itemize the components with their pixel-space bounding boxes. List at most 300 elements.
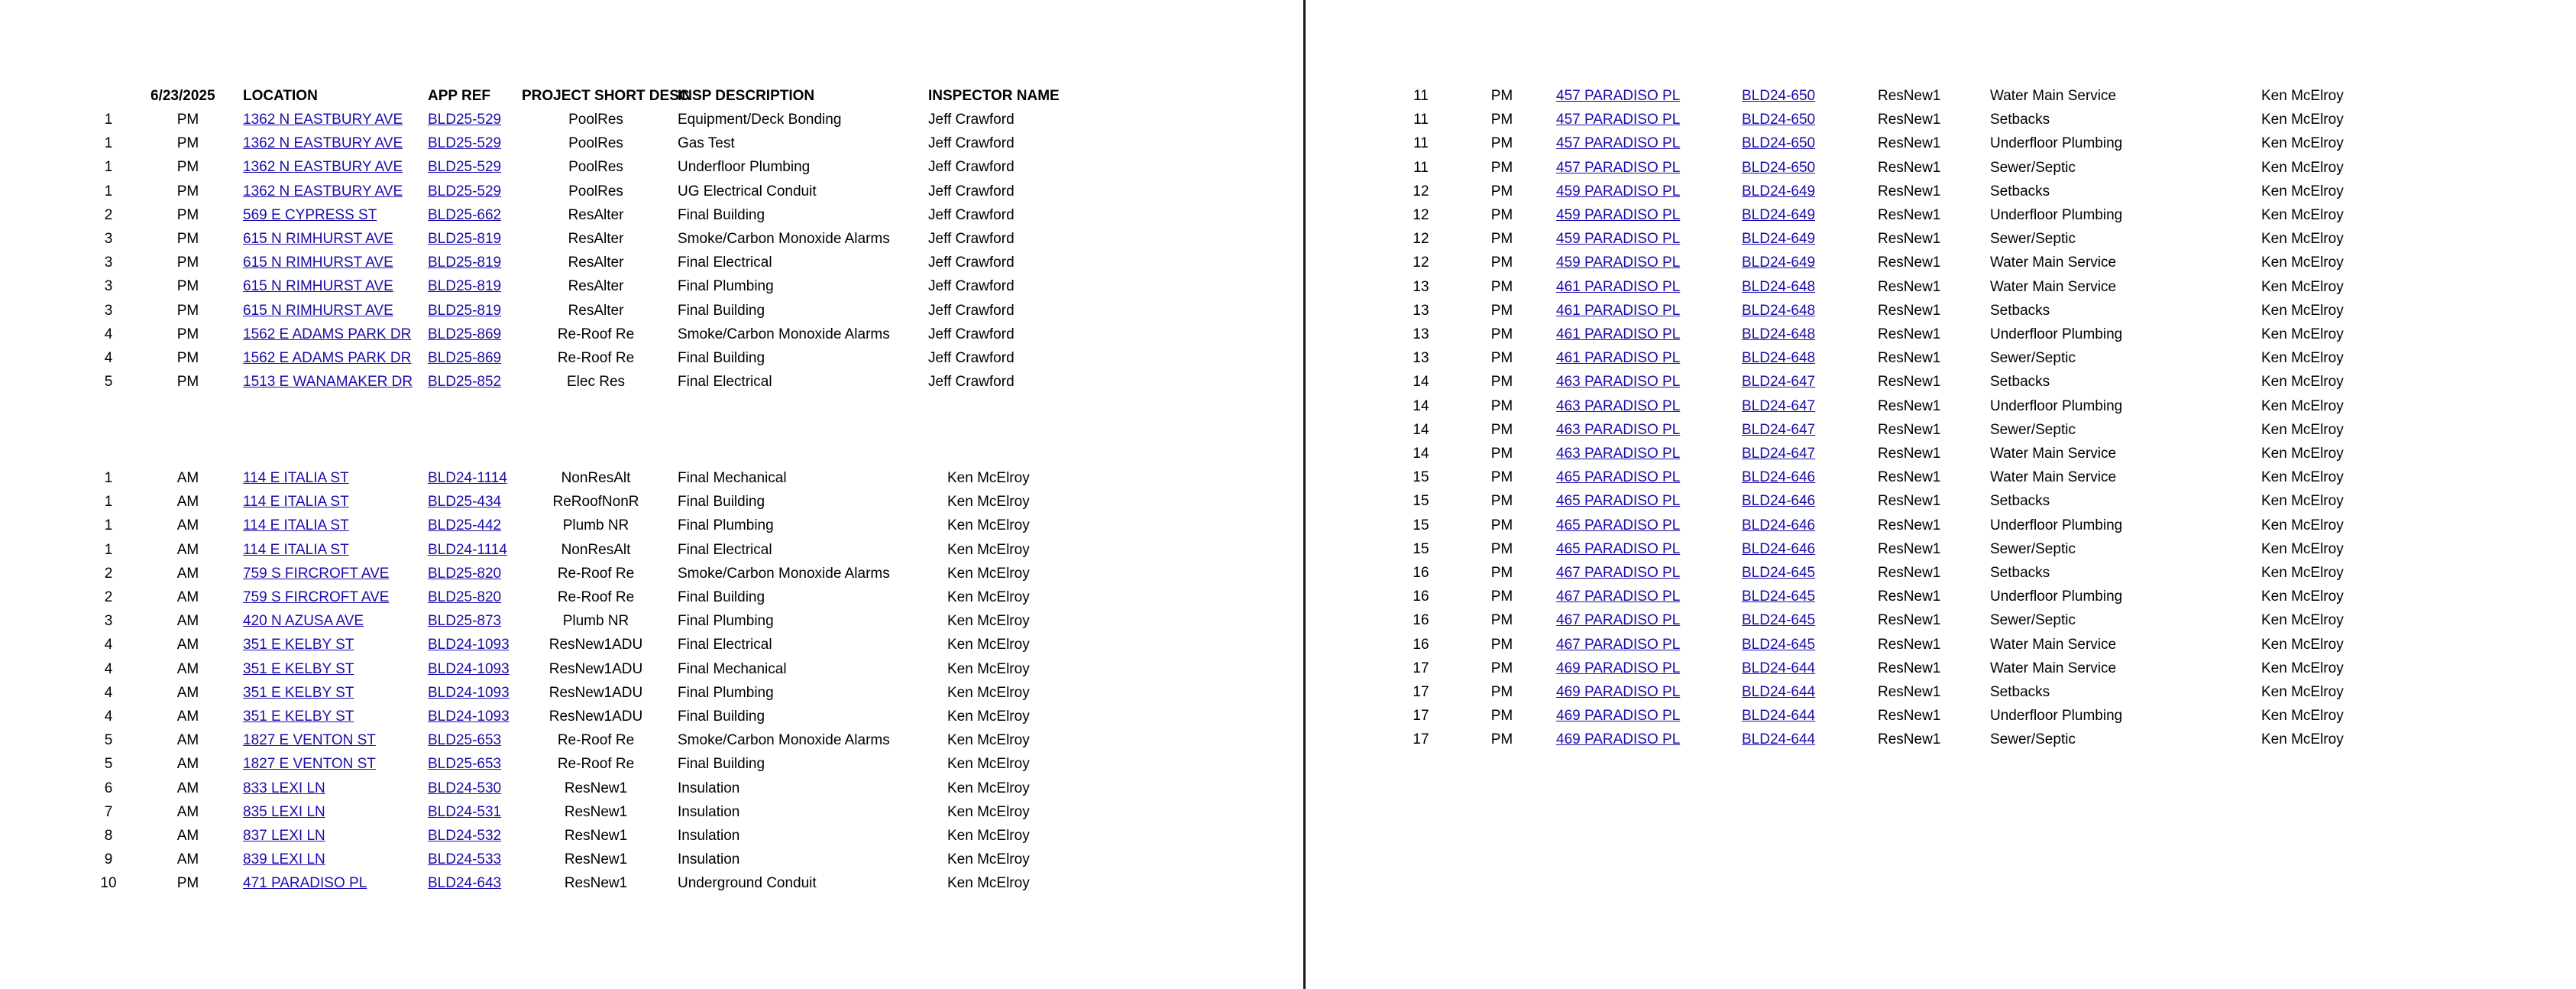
row-number: 1 [104, 159, 113, 176]
insp-description: Water Main Service [1990, 469, 2117, 486]
project-short-desc: ResNew1 [1878, 255, 1941, 271]
insp-description: Water Main Service [1990, 278, 2117, 295]
project-short-desc: ResNew1 [1878, 469, 1941, 486]
app-ref-link[interactable]: BLD25-819 [428, 255, 502, 271]
insp-description: Underfloor Plumbing [1990, 135, 2123, 152]
app-ref-link[interactable]: BLD25-869 [428, 326, 502, 342]
location-link[interactable]: 1827 E VENTON ST [243, 756, 376, 773]
project-short-desc: Re-Roof Re [557, 756, 635, 773]
app-ref-link[interactable]: BLD24-650 [1742, 159, 1816, 176]
app-ref-link[interactable]: BLD25-434 [428, 494, 502, 511]
project-short-desc: PoolRes [568, 159, 623, 176]
app-ref-link[interactable]: BLD24-650 [1742, 135, 1816, 152]
app-ref-link[interactable]: BLD24-645 [1742, 589, 1816, 605]
insp-description: Final Building [678, 756, 765, 773]
insp-description: Sewer/Septic [1990, 231, 2076, 248]
location-link[interactable]: 351 E KELBY ST [243, 709, 354, 725]
insp-description: Final Mechanical [678, 470, 787, 486]
project-short-desc: PoolRes [568, 135, 623, 152]
row-number: 5 [104, 732, 113, 749]
app-ref-link[interactable]: BLD25-869 [428, 350, 502, 366]
insp-description: Smoke/Carbon Monoxide Alarms [678, 565, 890, 582]
time-cell: AM [176, 684, 199, 701]
app-ref-link[interactable]: BLD25-819 [428, 278, 502, 295]
time-cell: PM [1490, 231, 1513, 248]
app-ref-link[interactable]: BLD25-820 [428, 565, 502, 582]
location-link[interactable]: 1513 E WANAMAKER DR [243, 374, 413, 391]
location-link[interactable]: 615 N RIMHURST AVE [243, 302, 393, 319]
location-link[interactable]: 351 E KELBY ST [243, 637, 354, 653]
time-cell: PM [176, 255, 199, 271]
time-cell: PM [1490, 112, 1513, 128]
inspector-name: Ken McElroy [947, 756, 1030, 773]
insp-description: Gas Test [678, 135, 735, 152]
project-short-desc: ResNew1 [1878, 231, 1941, 248]
inspector-name: Jeff Crawford [928, 255, 1015, 271]
row-number: 1 [104, 494, 113, 511]
insp-description: Final Building [678, 709, 765, 725]
app-ref-link[interactable]: BLD25-529 [428, 159, 502, 176]
project-short-desc: ResNew1 [1878, 446, 1941, 462]
time-cell: PM [1490, 565, 1513, 581]
location-link[interactable]: 457 PARADISO PL [1556, 112, 1681, 128]
app-ref-link[interactable]: BLD24-649 [1742, 207, 1816, 223]
app-ref-link[interactable]: BLD24-647 [1742, 397, 1816, 414]
location-link[interactable]: 467 PARADISO PL [1556, 565, 1681, 581]
insp-description: Underfloor Plumbing [1990, 708, 2123, 725]
app-ref-link[interactable]: BLD25-529 [428, 183, 502, 199]
time-cell: PM [1490, 374, 1513, 391]
location-link[interactable]: 465 PARADISO PL [1556, 540, 1681, 557]
app-ref-link[interactable]: BLD24-1093 [428, 660, 510, 677]
project-short-desc: ResNew1ADU [549, 684, 643, 701]
time-cell: AM [176, 494, 199, 511]
app-ref-link[interactable]: BLD24-1114 [428, 470, 507, 486]
insp-description: Final Building [678, 302, 765, 319]
row-number: 4 [104, 660, 113, 677]
inspector-name: Jeff Crawford [928, 206, 1015, 223]
location-link[interactable]: 463 PARADISO PL [1556, 446, 1681, 462]
project-short-desc: ResNew1ADU [549, 660, 643, 677]
project-short-desc: ResNew1 [1878, 565, 1941, 581]
location-link[interactable]: 457 PARADISO PL [1556, 135, 1681, 152]
row-number: 14 [1413, 374, 1429, 391]
table-row [0, 156, 2576, 180]
app-ref-link[interactable]: BLD25-529 [428, 135, 502, 152]
row-number: 1 [104, 517, 113, 534]
app-ref-link[interactable]: BLD24-644 [1742, 684, 1816, 700]
insp-description: Underfloor Plumbing [1990, 207, 2123, 223]
row-number: 11 [1413, 112, 1429, 128]
location-link[interactable]: 469 PARADISO PL [1556, 731, 1681, 748]
inspector-name: Ken McElroy [2261, 88, 2344, 104]
time-cell: PM [176, 206, 199, 223]
location-link[interactable]: 839 LEXI LN [243, 851, 325, 868]
location-link[interactable]: 1362 N EASTBURY AVE [243, 183, 403, 199]
app-ref-link[interactable]: BLD25-819 [428, 302, 502, 319]
inspector-name: Ken McElroy [947, 851, 1030, 868]
row-number: 14 [1413, 446, 1429, 462]
row-number: 4 [104, 637, 113, 653]
inspector-name: Ken McElroy [2261, 326, 2344, 342]
app-ref-link[interactable]: BLD24-532 [428, 828, 502, 844]
location-link[interactable]: 463 PARADISO PL [1556, 397, 1681, 414]
inspector-name: Ken McElroy [2261, 612, 2344, 629]
row-number: 12 [1413, 183, 1429, 199]
table-row [0, 585, 2576, 608]
location-link[interactable]: 459 PARADISO PL [1556, 183, 1681, 199]
insp-description: Final Electrical [678, 637, 772, 653]
app-ref-link[interactable]: BLD24-531 [428, 803, 502, 820]
location-link[interactable]: 461 PARADISO PL [1556, 278, 1681, 295]
table-row [0, 489, 2576, 513]
app-ref-link[interactable]: BLD24-1093 [428, 637, 510, 653]
insp-description: Final Building [678, 589, 765, 605]
location-link[interactable]: 351 E KELBY ST [243, 660, 354, 677]
header-inspector-name: INSPECTOR NAME [928, 88, 1060, 104]
time-cell: PM [1490, 278, 1513, 295]
inspector-name: Ken McElroy [947, 541, 1030, 558]
project-short-desc: Re-Roof Re [557, 565, 635, 582]
inspector-name: Ken McElroy [2261, 135, 2344, 152]
row-number: 3 [104, 278, 113, 295]
app-ref-link[interactable]: BLD24-647 [1742, 374, 1816, 391]
inspector-name: Ken McElroy [2261, 493, 2344, 510]
location-link[interactable]: 837 LEXI LN [243, 828, 325, 844]
insp-description: Water Main Service [1990, 446, 2117, 462]
inspector-name: Ken McElroy [2261, 589, 2344, 605]
project-short-desc: ResAlter [568, 206, 624, 223]
insp-description: Setbacks [1990, 374, 2050, 391]
app-ref-link[interactable]: BLD24-645 [1742, 636, 1816, 653]
inspector-name: Ken McElroy [947, 613, 1030, 630]
insp-description: Smoke/Carbon Monoxide Alarms [678, 231, 890, 247]
row-number: 16 [1413, 589, 1429, 605]
app-ref-link[interactable]: BLD24-645 [1742, 565, 1816, 581]
insp-description: Insulation [678, 851, 740, 868]
inspector-name: Ken McElroy [947, 517, 1030, 534]
project-short-desc: ResNew1 [1878, 278, 1941, 295]
time-cell: PM [1490, 255, 1513, 271]
project-short-desc: ResNew1 [1878, 183, 1941, 199]
row-number: 12 [1413, 255, 1429, 271]
location-link[interactable]: 1362 N EASTBURY AVE [243, 135, 403, 152]
location-link[interactable]: 615 N RIMHURST AVE [243, 231, 393, 247]
location-link[interactable]: 1362 N EASTBURY AVE [243, 159, 403, 176]
app-ref-link[interactable]: BLD25-529 [428, 112, 502, 128]
insp-description: Water Main Service [1990, 660, 2117, 676]
table-row [0, 680, 2576, 704]
location-link[interactable]: 459 PARADISO PL [1556, 255, 1681, 271]
insp-description: Sewer/Septic [1990, 731, 2076, 748]
inspector-name: Ken McElroy [2261, 112, 2344, 128]
project-short-desc: ResNew1ADU [549, 709, 643, 725]
project-short-desc: ResNew1 [1878, 350, 1941, 367]
location-link[interactable]: 467 PARADISO PL [1556, 612, 1681, 629]
location-link[interactable]: 114 E ITALIA ST [243, 470, 349, 486]
app-ref-link[interactable]: BLD25-653 [428, 756, 502, 773]
location-link[interactable]: 457 PARADISO PL [1556, 88, 1681, 104]
location-link[interactable]: 835 LEXI LN [243, 803, 325, 820]
location-link[interactable]: 465 PARADISO PL [1556, 517, 1681, 533]
insp-description: Final Electrical [678, 374, 772, 391]
insp-description: Final Building [678, 494, 765, 511]
insp-description: Final Plumbing [678, 684, 774, 701]
inspector-name: Ken McElroy [2261, 374, 2344, 391]
time-cell: PM [1490, 88, 1513, 104]
insp-description: Water Main Service [1990, 255, 2117, 271]
inspector-name: Ken McElroy [2261, 517, 2344, 533]
time-cell: PM [1490, 326, 1513, 342]
insp-description: Setbacks [1990, 112, 2050, 128]
inspector-name: Ken McElroy [2261, 421, 2344, 438]
app-ref-link[interactable]: BLD24-644 [1742, 708, 1816, 725]
table-row [0, 418, 2576, 442]
app-ref-link[interactable]: BLD24-649 [1742, 183, 1816, 199]
location-link[interactable]: 457 PARADISO PL [1556, 159, 1681, 176]
time-cell: PM [1490, 612, 1513, 629]
table-row [0, 131, 2576, 155]
app-ref-link[interactable]: BLD24-533 [428, 851, 502, 868]
row-number: 16 [1413, 565, 1429, 581]
project-short-desc: ResNew1 [1878, 88, 1941, 104]
app-ref-link[interactable]: BLD24-1093 [428, 709, 510, 725]
time-cell: PM [1490, 397, 1513, 414]
location-link[interactable]: 833 LEXI LN [243, 780, 325, 796]
row-number: 10 [100, 875, 117, 892]
time-cell: PM [1490, 469, 1513, 486]
inspector-name: Jeff Crawford [928, 135, 1015, 152]
app-ref-link[interactable]: BLD24-647 [1742, 421, 1816, 438]
app-ref-link[interactable]: BLD24-645 [1742, 612, 1816, 629]
row-number: 4 [104, 350, 113, 366]
location-link[interactable]: 1562 E ADAMS PARK DR [243, 326, 412, 342]
location-link[interactable]: 461 PARADISO PL [1556, 326, 1681, 342]
row-number: 12 [1413, 231, 1429, 248]
inspector-name: Ken McElroy [2261, 540, 2344, 557]
row-number: 14 [1413, 397, 1429, 414]
inspector-name: Ken McElroy [947, 470, 1030, 486]
time-cell: AM [176, 565, 199, 582]
row-number: 3 [104, 231, 113, 247]
time-cell: PM [1490, 589, 1513, 605]
row-number: 5 [104, 374, 113, 391]
row-number: 1 [104, 183, 113, 199]
location-link[interactable]: 114 E ITALIA ST [243, 541, 349, 558]
insp-description: Sewer/Septic [1990, 159, 2076, 176]
app-ref-link[interactable]: BLD24-648 [1742, 350, 1816, 367]
inspector-name: Ken McElroy [2261, 255, 2344, 271]
time-cell: AM [176, 660, 199, 677]
insp-description: Equipment/Deck Bonding [678, 112, 842, 128]
time-cell: AM [176, 470, 199, 486]
project-short-desc: ResNew1 [1878, 493, 1941, 510]
inspector-name: Ken McElroy [2261, 469, 2344, 486]
inspector-name: Jeff Crawford [928, 231, 1015, 247]
time-cell: AM [176, 732, 199, 749]
insp-description: Final Plumbing [678, 278, 774, 295]
header-date: 6/23/2025 [150, 88, 215, 104]
row-number: 15 [1413, 469, 1429, 486]
inspector-name: Ken McElroy [2261, 397, 2344, 414]
inspector-name: Ken McElroy [2261, 731, 2344, 748]
app-ref-link[interactable]: BLD24-648 [1742, 326, 1816, 342]
app-ref-link[interactable]: BLD24-646 [1742, 517, 1816, 533]
location-link[interactable]: 1362 N EASTBURY AVE [243, 112, 403, 128]
app-ref-link[interactable]: BLD24-1093 [428, 684, 510, 701]
inspector-name: Ken McElroy [2261, 708, 2344, 725]
table-row [0, 561, 2576, 585]
table-row [0, 657, 2576, 680]
location-link[interactable]: 351 E KELBY ST [243, 684, 354, 701]
app-ref-link[interactable]: BLD24-648 [1742, 302, 1816, 319]
inspector-name: Ken McElroy [2261, 446, 2344, 462]
app-ref-link[interactable]: BLD25-653 [428, 732, 502, 749]
location-link[interactable]: 469 PARADISO PL [1556, 684, 1681, 700]
project-short-desc: ResNew1 [1878, 159, 1941, 176]
app-ref-link[interactable]: BLD24-649 [1742, 255, 1816, 271]
insp-description: Final Plumbing [678, 517, 774, 534]
app-ref-link[interactable]: BLD24-644 [1742, 660, 1816, 676]
app-ref-link[interactable]: BLD24-1114 [428, 541, 507, 558]
app-ref-link[interactable]: BLD24-644 [1742, 731, 1816, 748]
location-link[interactable]: 467 PARADISO PL [1556, 636, 1681, 653]
app-ref-link[interactable]: BLD25-662 [428, 206, 502, 223]
row-number: 1 [104, 135, 113, 152]
insp-description: Water Main Service [1990, 88, 2117, 104]
app-ref-link[interactable]: BLD24-643 [428, 875, 502, 892]
project-short-desc: ResNew1 [1878, 302, 1941, 319]
location-link[interactable]: 1562 E ADAMS PARK DR [243, 350, 412, 366]
row-number: 8 [104, 828, 113, 844]
row-number: 2 [104, 589, 113, 605]
time-cell: PM [1490, 731, 1513, 748]
insp-description: Final Building [678, 350, 765, 366]
time-cell: PM [176, 278, 199, 295]
project-short-desc: ResNew1 [1878, 112, 1941, 128]
row-number: 1 [104, 112, 113, 128]
time-cell: PM [176, 350, 199, 366]
insp-description: Water Main Service [1990, 636, 2117, 653]
location-link[interactable]: 615 N RIMHURST AVE [243, 255, 393, 271]
location-link[interactable]: 461 PARADISO PL [1556, 302, 1681, 319]
insp-description: Setbacks [1990, 493, 2050, 510]
location-link[interactable]: 469 PARADISO PL [1556, 660, 1681, 676]
location-link[interactable]: 465 PARADISO PL [1556, 469, 1681, 486]
location-link[interactable]: 465 PARADISO PL [1556, 493, 1681, 510]
table-row [0, 537, 2576, 561]
insp-description: Underfloor Plumbing [678, 159, 811, 176]
app-ref-link[interactable]: BLD24-649 [1742, 231, 1816, 248]
row-number: 17 [1413, 660, 1429, 676]
location-link[interactable]: 467 PARADISO PL [1556, 589, 1681, 605]
location-link[interactable]: 114 E ITALIA ST [243, 517, 349, 534]
location-link[interactable]: 759 S FIRCROFT AVE [243, 565, 390, 582]
location-link[interactable]: 459 PARADISO PL [1556, 231, 1681, 248]
time-cell: PM [1490, 183, 1513, 199]
row-number: 4 [104, 684, 113, 701]
project-short-desc: ResNew1 [564, 780, 628, 796]
insp-description: Insulation [678, 780, 740, 796]
location-link[interactable]: 459 PARADISO PL [1556, 207, 1681, 223]
app-ref-link[interactable]: BLD25-442 [428, 517, 502, 534]
time-cell: AM [176, 709, 199, 725]
project-short-desc: ResNew1 [1878, 397, 1941, 414]
app-ref-link[interactable]: BLD24-646 [1742, 469, 1816, 486]
time-cell: AM [176, 613, 199, 630]
time-cell: PM [1490, 660, 1513, 676]
location-link[interactable]: 569 E CYPRESS ST [243, 206, 377, 223]
project-short-desc: ResNew1 [564, 828, 628, 844]
location-link[interactable]: 463 PARADISO PL [1556, 421, 1681, 438]
time-cell: PM [176, 112, 199, 128]
time-cell: PM [1490, 708, 1513, 725]
project-short-desc: ResNew1 [1878, 326, 1941, 342]
row-number: 12 [1413, 207, 1429, 223]
time-cell: PM [176, 875, 199, 892]
app-ref-link[interactable]: BLD24-646 [1742, 540, 1816, 557]
row-number: 16 [1413, 636, 1429, 653]
location-link[interactable]: 615 N RIMHURST AVE [243, 278, 393, 295]
app-ref-link[interactable]: BLD25-852 [428, 374, 502, 391]
project-short-desc: ResAlter [568, 255, 624, 271]
time-cell: PM [176, 231, 199, 247]
insp-description: Final Mechanical [678, 660, 787, 677]
row-number: 13 [1413, 302, 1429, 319]
row-number: 15 [1413, 540, 1429, 557]
location-link[interactable]: 461 PARADISO PL [1556, 350, 1681, 367]
project-short-desc: ResAlter [568, 231, 624, 247]
insp-description: Final Building [678, 206, 765, 223]
time-cell: AM [176, 541, 199, 558]
app-ref-link[interactable]: BLD24-530 [428, 780, 502, 796]
app-ref-link[interactable]: BLD24-647 [1742, 446, 1816, 462]
location-link[interactable]: 420 N AZUSA AVE [243, 613, 364, 630]
header-app-ref: APP REF [428, 88, 491, 104]
app-ref-link[interactable]: BLD24-648 [1742, 278, 1816, 295]
table-row [0, 346, 2576, 370]
project-short-desc: Elec Res [566, 374, 626, 391]
project-short-desc: ResNew1 [1878, 660, 1941, 676]
app-ref-link[interactable]: BLD25-819 [428, 231, 502, 247]
time-cell: AM [176, 589, 199, 605]
inspector-name: Ken McElroy [947, 709, 1030, 725]
location-link[interactable]: 1827 E VENTON ST [243, 732, 376, 749]
project-short-desc: ResNew1 [1878, 540, 1941, 557]
app-ref-link[interactable]: BLD24-650 [1742, 112, 1816, 128]
location-link[interactable]: 759 S FIRCROFT AVE [243, 589, 390, 605]
location-link[interactable]: 471 PARADISO PL [243, 875, 367, 892]
time-cell: PM [1490, 421, 1513, 438]
inspector-name: Ken McElroy [2261, 350, 2344, 367]
inspector-name: Ken McElroy [2261, 565, 2344, 581]
project-short-desc: ResNew1 [1878, 612, 1941, 629]
location-link[interactable]: 114 E ITALIA ST [243, 494, 349, 511]
inspector-name: Jeff Crawford [928, 112, 1015, 128]
app-ref-link[interactable]: BLD24-646 [1742, 493, 1816, 510]
app-ref-link[interactable]: BLD25-820 [428, 589, 502, 605]
inspector-name: Jeff Crawford [928, 159, 1015, 176]
row-number: 2 [104, 206, 113, 223]
location-link[interactable]: 463 PARADISO PL [1556, 374, 1681, 391]
time-cell: PM [1490, 302, 1513, 319]
header-project-short-desc: PROJECT SHORT DESC [522, 88, 690, 104]
table-row [0, 251, 2576, 274]
app-ref-link[interactable]: BLD24-650 [1742, 88, 1816, 104]
insp-description: Smoke/Carbon Monoxide Alarms [678, 326, 890, 342]
app-ref-link[interactable]: BLD25-873 [428, 613, 502, 630]
location-link[interactable]: 469 PARADISO PL [1556, 708, 1681, 725]
